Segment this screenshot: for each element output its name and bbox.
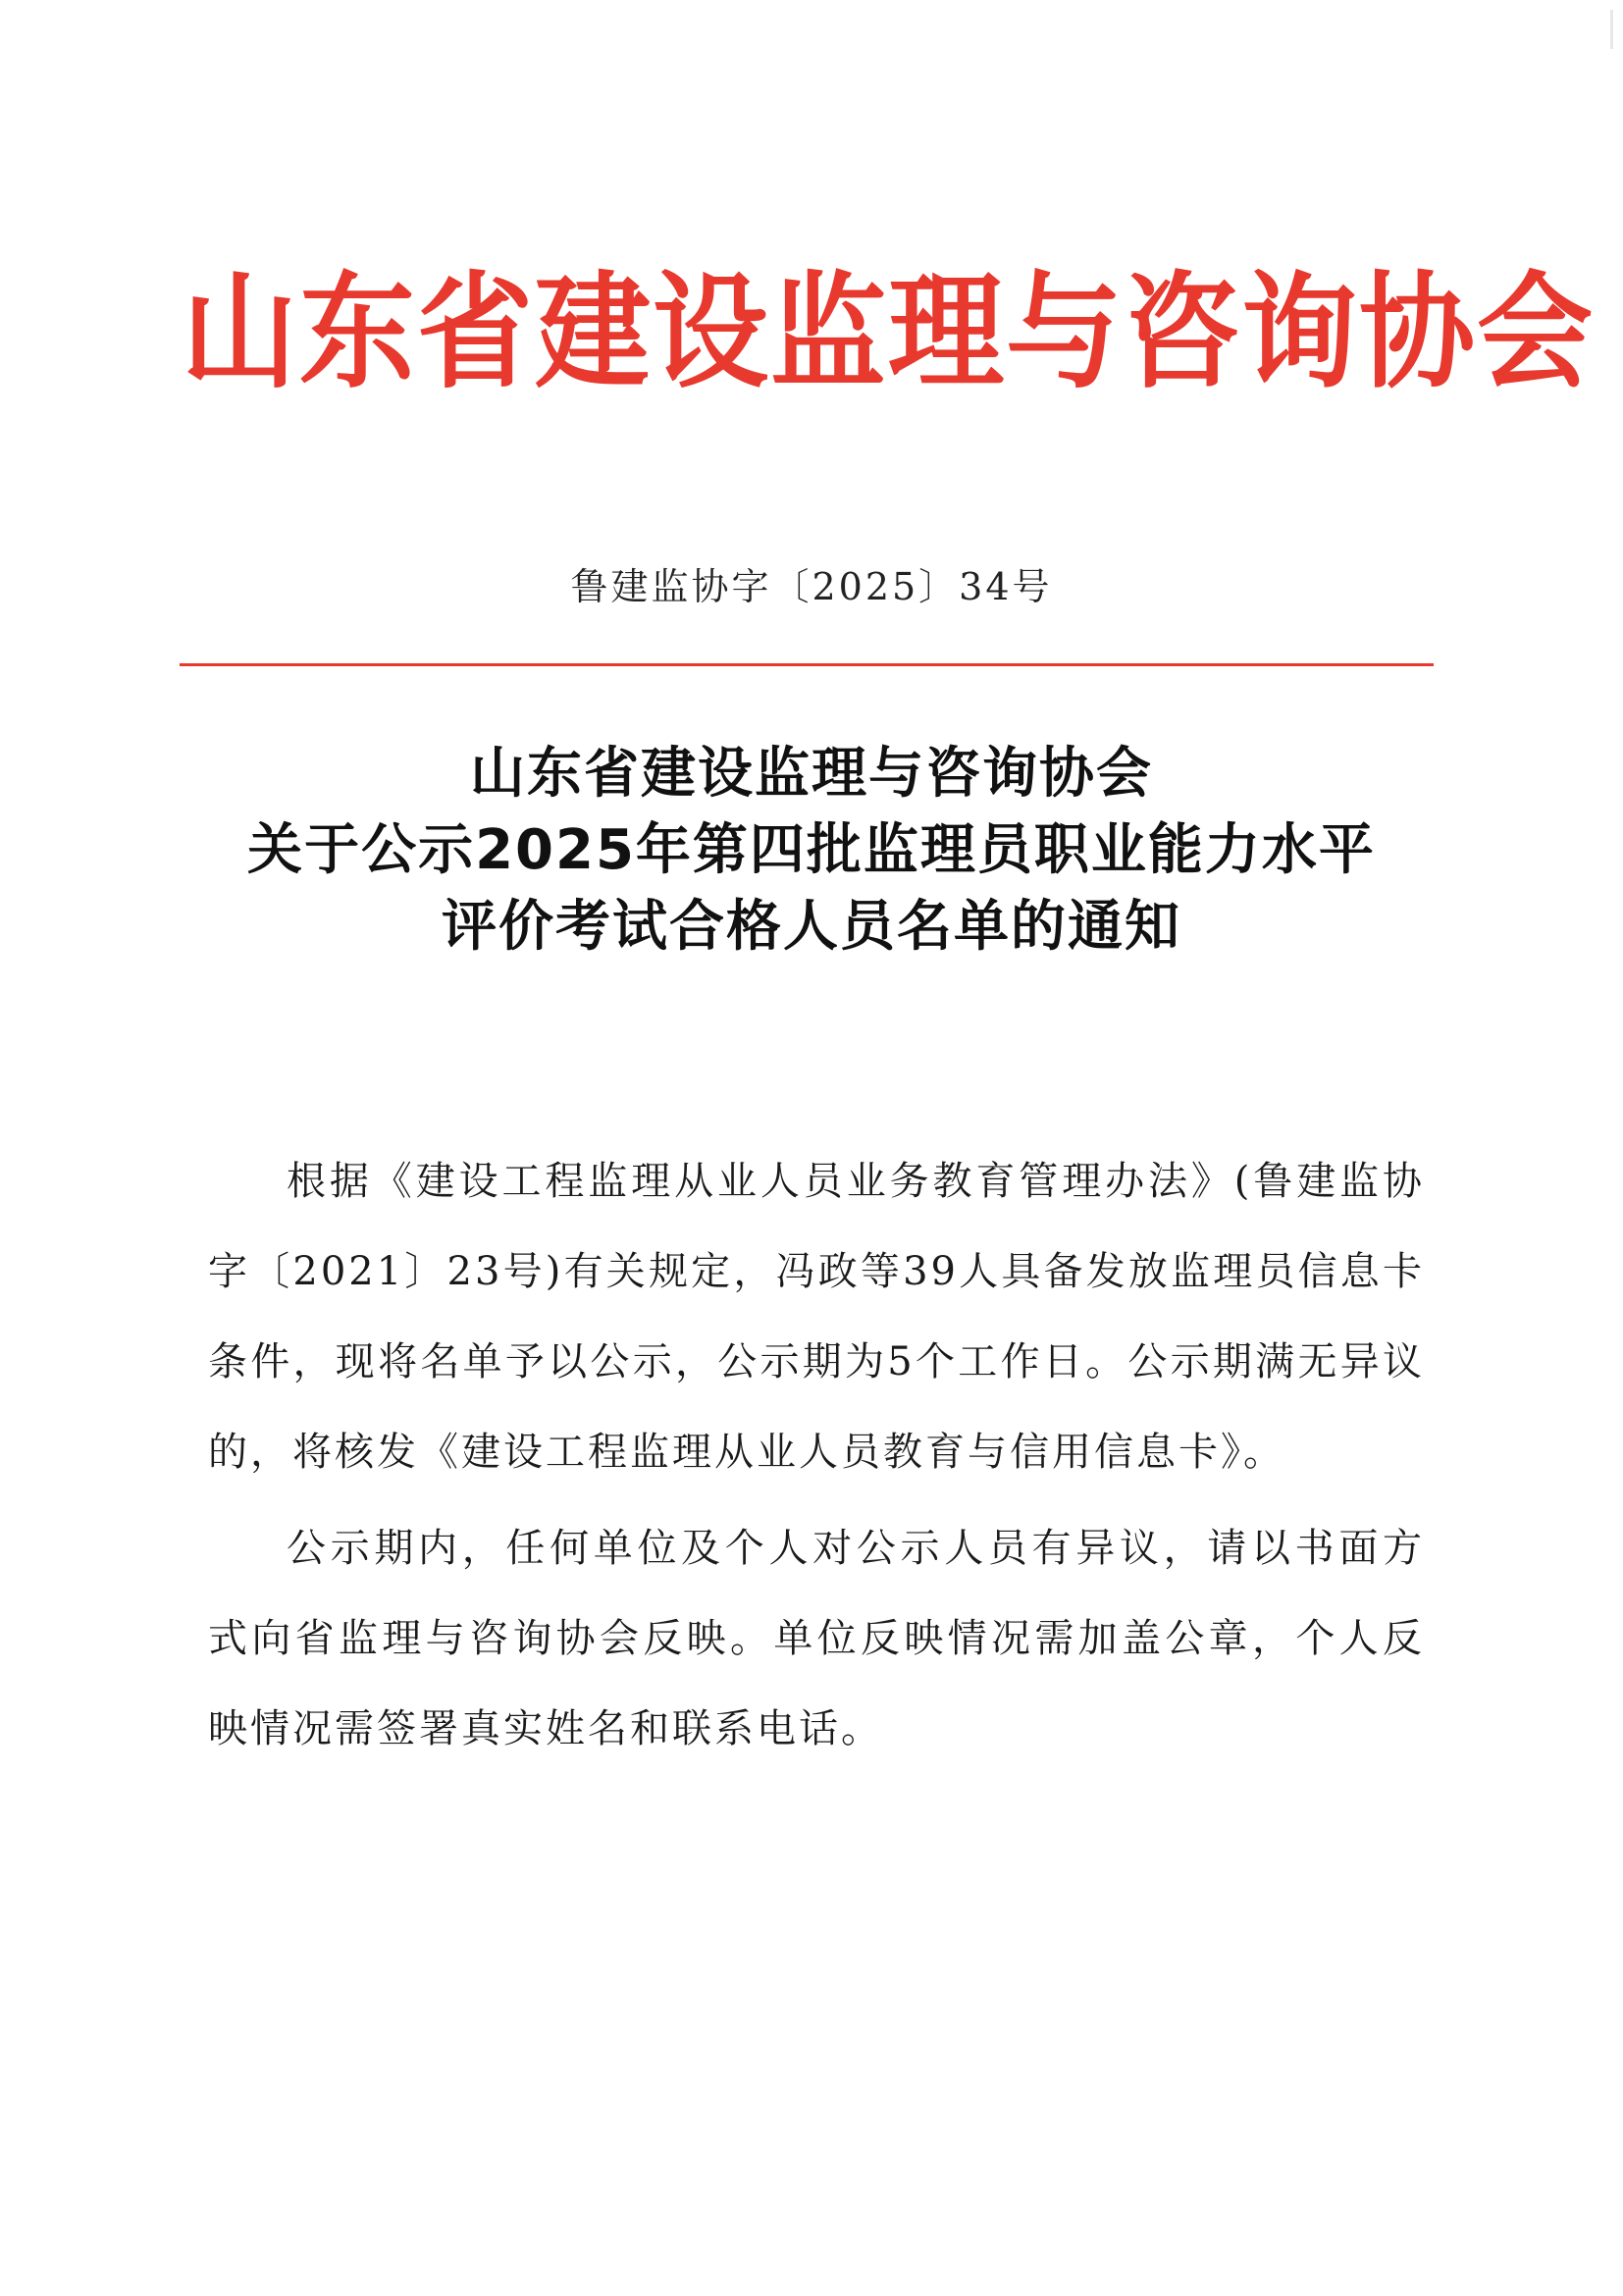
- title-line: 山东省建设监理与咨询协会: [470, 742, 1153, 806]
- notice-title: [128, 736, 1495, 965]
- document-number: 鲁建监协字〔2025〕34号: [570, 565, 1053, 608]
- body-paragraph: 根据《建设工程监理从业人员业务教育管理办法》(鲁建监协字〔2021〕23号)有关规定，冯政等39人具备发放监理员信息卡条件，现将名单予以公示，公示期为5个工作日。公示期满无异议的，将核发《建设工程监理从业人员教育与信用信息卡》。: [208, 1159, 1425, 1475]
- letterhead-divider: [180, 663, 1434, 666]
- title-line: 关于公示2025年第四批监理员职业能力水平: [247, 818, 1376, 882]
- body-paragraph: 公示期内，任何单位及个人对公示人员有异议，请以书面方式向省监理与咨询协会反映。单位反映情况需加盖公章，个人反映情况需签署真实姓名和联系电话。: [208, 1526, 1425, 1751]
- scan-edge-mark: [1610, 10, 1613, 49]
- title-line: 评价考试合格人员名单的通知: [442, 895, 1181, 959]
- letterhead-org-name: 山东省建设监理与咨询协会: [182, 258, 1596, 405]
- notice-body: [208, 1136, 1425, 1780]
